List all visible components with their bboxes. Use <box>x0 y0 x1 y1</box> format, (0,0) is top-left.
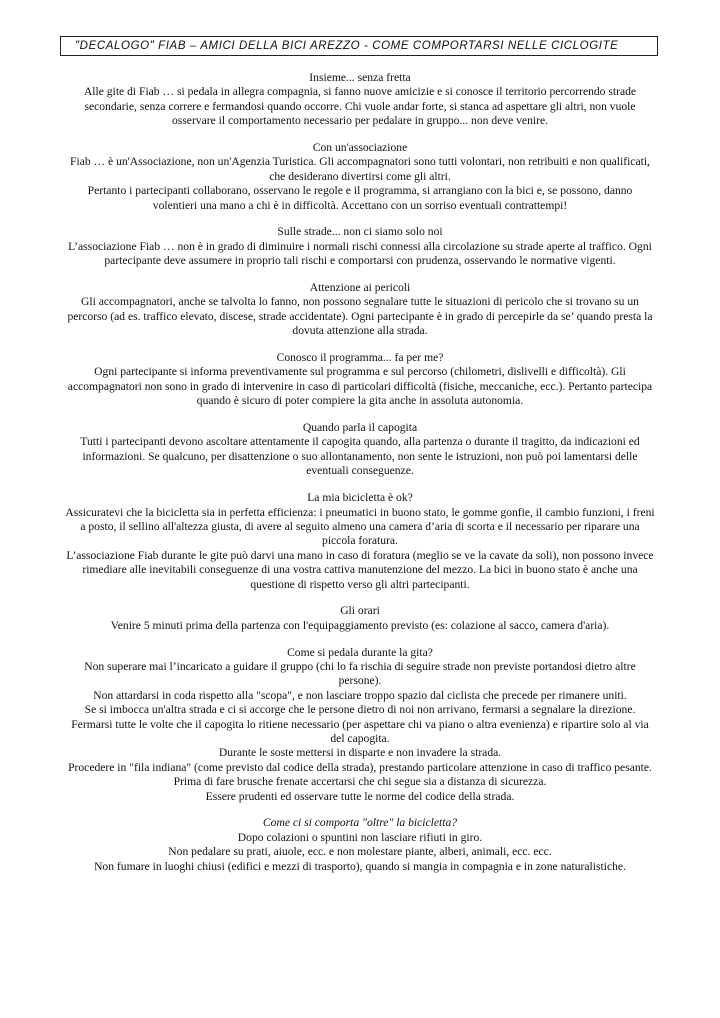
section-paragraph: Tutti i partecipanti devono ascoltare attentamente il capogita quando, alla partenza o durante il tragitto, da indicazioni ed informazioni. Se qualcuno, per disattenzione o suo allontanamento, non sente le istruzioni, non può poi lamentarsi delle eventuali conseguenze. <box>80 435 640 478</box>
section-title: Gli orari <box>340 604 380 618</box>
section-title: Quando parla il capogita <box>302 421 418 435</box>
section-bicicletta <box>64 491 656 592</box>
section-title: Con un'associazione <box>312 141 408 155</box>
section-pericoli <box>64 281 656 339</box>
section-insieme <box>64 71 656 129</box>
section-orari <box>64 604 656 633</box>
section-paragraph: L’associazione Fiab durante le gite può darvi una mano in caso di foratura (meglio se ve la cavate da soli), non possono invece rimediare alle inevitabili conseguenze di una vostra cattiva manutenzione del mezzo. La bici in buono stato è anche una questione di rispetto verso gli altri partecipanti. <box>66 548 654 591</box>
section-paragraph: Alle gite di Fiab … si pedala in allegra compagnia, si fanno nuove amicizie e si conosce il territorio percorrendo strade secondarie, senza correre e fermandosi quando occorre. Chi vuole andar forte, si stanca ad aspettare gli altri, non vuole osservare il comportamento necessario per pedalare in gruppo... non deve venire. <box>83 85 637 128</box>
section-title: Attenzione ai pericoli <box>309 281 411 295</box>
section-paragraph: Gli accompagnatori, anche se talvolta lo fanno, non possono segnalare tutte le situazioni di pericolo che si trovano su un percorso (ad es. traffico elevato, discese, strade accidentate). Ogni partecipante è in grado di percepirle da se’ quando presta la dovuta attenzione alla strada. <box>67 295 653 338</box>
section-title: Insieme... senza fretta <box>309 71 411 84</box>
section-paragraph: Non fumare in luoghi chiusi (edifici e mezzi di trasporto), quando si mangia in compagnia e in zone naturalistiche. <box>94 859 626 873</box>
section-paragraph: Assicuratevi che la bicicletta sia in perfetta efficienza: i pneumatici in buono stato, le gomme gonfie, il cambio funzioni, i freni a posto, il sellino all'altezza giusta, di avere al seguito almeno una camera d’aria di scorta e il necessario per riparare una piccola foratura. <box>65 505 655 548</box>
section-paragraph: Procedere in "fila indiana" (come previsto dal codice della strada), prestando particolare attenzione in caso di traffico pesante. <box>68 760 652 774</box>
document-body <box>64 71 656 886</box>
section-programma <box>64 351 656 409</box>
section-paragraph: Durante le soste mettersi in disparte e non invadere la strada. <box>218 746 502 760</box>
section-paragraph: L’associazione Fiab … non è in grado di diminuire i normali rischi connessi alla circolazione su strade aperte al traffico. Ogni partecipante deve assumere in proprio tali rischi e comportarsi con prudenza, osservando le normative vigenti. <box>68 239 652 268</box>
section-paragraph: Essere prudenti ed osservare tutte le norme del codice della strada. <box>205 789 515 803</box>
section-paragraph: Pertanto i partecipanti collaborano, osservano le regole e il programma, si arrangiano con la bici e, se possono, danno volentieri una mano a chi è in difficoltà. Accettano con un sorriso eventuali contrattempi! <box>87 184 633 212</box>
section-title: Conosco il programma... fa per me? <box>276 351 444 365</box>
section-title: Come ci si comporta "oltre" la bicicletta? <box>262 816 458 830</box>
section-come-si-pedala <box>64 646 656 804</box>
section-paragraph: Se si imbocca un'altra strada e ci si accorge che le persone dietro di noi non arrivano, fermarsi a segnalare la direzione. <box>84 703 636 717</box>
section-paragraph: Ogni partecipante si informa preventivamente sul programma e sul percorso (chilometri, dislivelli e difficoltà). Gli accompagnatori non sono in grado di intervenire in caso di particolari difficoltà (fisiche, meccaniche, ecc.). Pertanto partecipa quando è sicuro di poter compiere la gita anche in assoluta autonomia. <box>67 365 653 408</box>
section-title: Come si pedala durante la gita? <box>287 645 433 659</box>
section-capogita <box>64 421 656 479</box>
section-strade <box>64 225 656 268</box>
section-title: Sulle strade... non ci siamo solo noi <box>277 225 443 239</box>
document-header: "DECALOGO" FIAB – AMICI DELLA BICI AREZZO - COME COMPORTARSI NELLE CICLOGITE <box>60 36 658 56</box>
section-paragraph: Non pedalare su prati, aiuole, ecc. e non molestare piante, alberi, animali, ecc. ecc. <box>168 845 552 859</box>
section-paragraph: Venire 5 minuti prima della partenza con l'equipaggiamento previsto (es: colazione al sacco, camera d'aria). <box>110 618 610 632</box>
section-paragraph: Fiab … è un'Associazione, non un'Agenzia Turistica. Gli accompagnatori sono tutti volontari, non retribuiti e non qualificati, che desiderano divertirsi come gli altri. <box>70 155 650 183</box>
section-title: La mia bicicletta è ok? <box>307 491 413 505</box>
section-paragraph: Fermarsi tutte le volte che il capogita lo ritiene necessario (per aspettare chi va piano o altra evenienza) e ripartire solo al via del capogita. <box>71 717 649 745</box>
section-paragraph: Non superare mai l’incaricato a guidare il gruppo (chi lo fa rischia di seguire strade non previste portandosi dietro altre persone). <box>84 659 636 688</box>
section-paragraph: Prima di fare brusche frenate accertarsi che chi segue sia a distanza di sicurezza. <box>173 775 547 789</box>
section-associazione <box>64 141 656 213</box>
section-paragraph: Non attardarsi in coda rispetto alla "scopa", e non lasciare troppo spazio dal ciclista che precede per rimanere uniti. <box>93 688 627 702</box>
section-oltre-bicicletta <box>64 816 656 874</box>
section-paragraph: Dopo colazioni o spuntini non lasciare rifiuti in giro. <box>237 830 483 844</box>
